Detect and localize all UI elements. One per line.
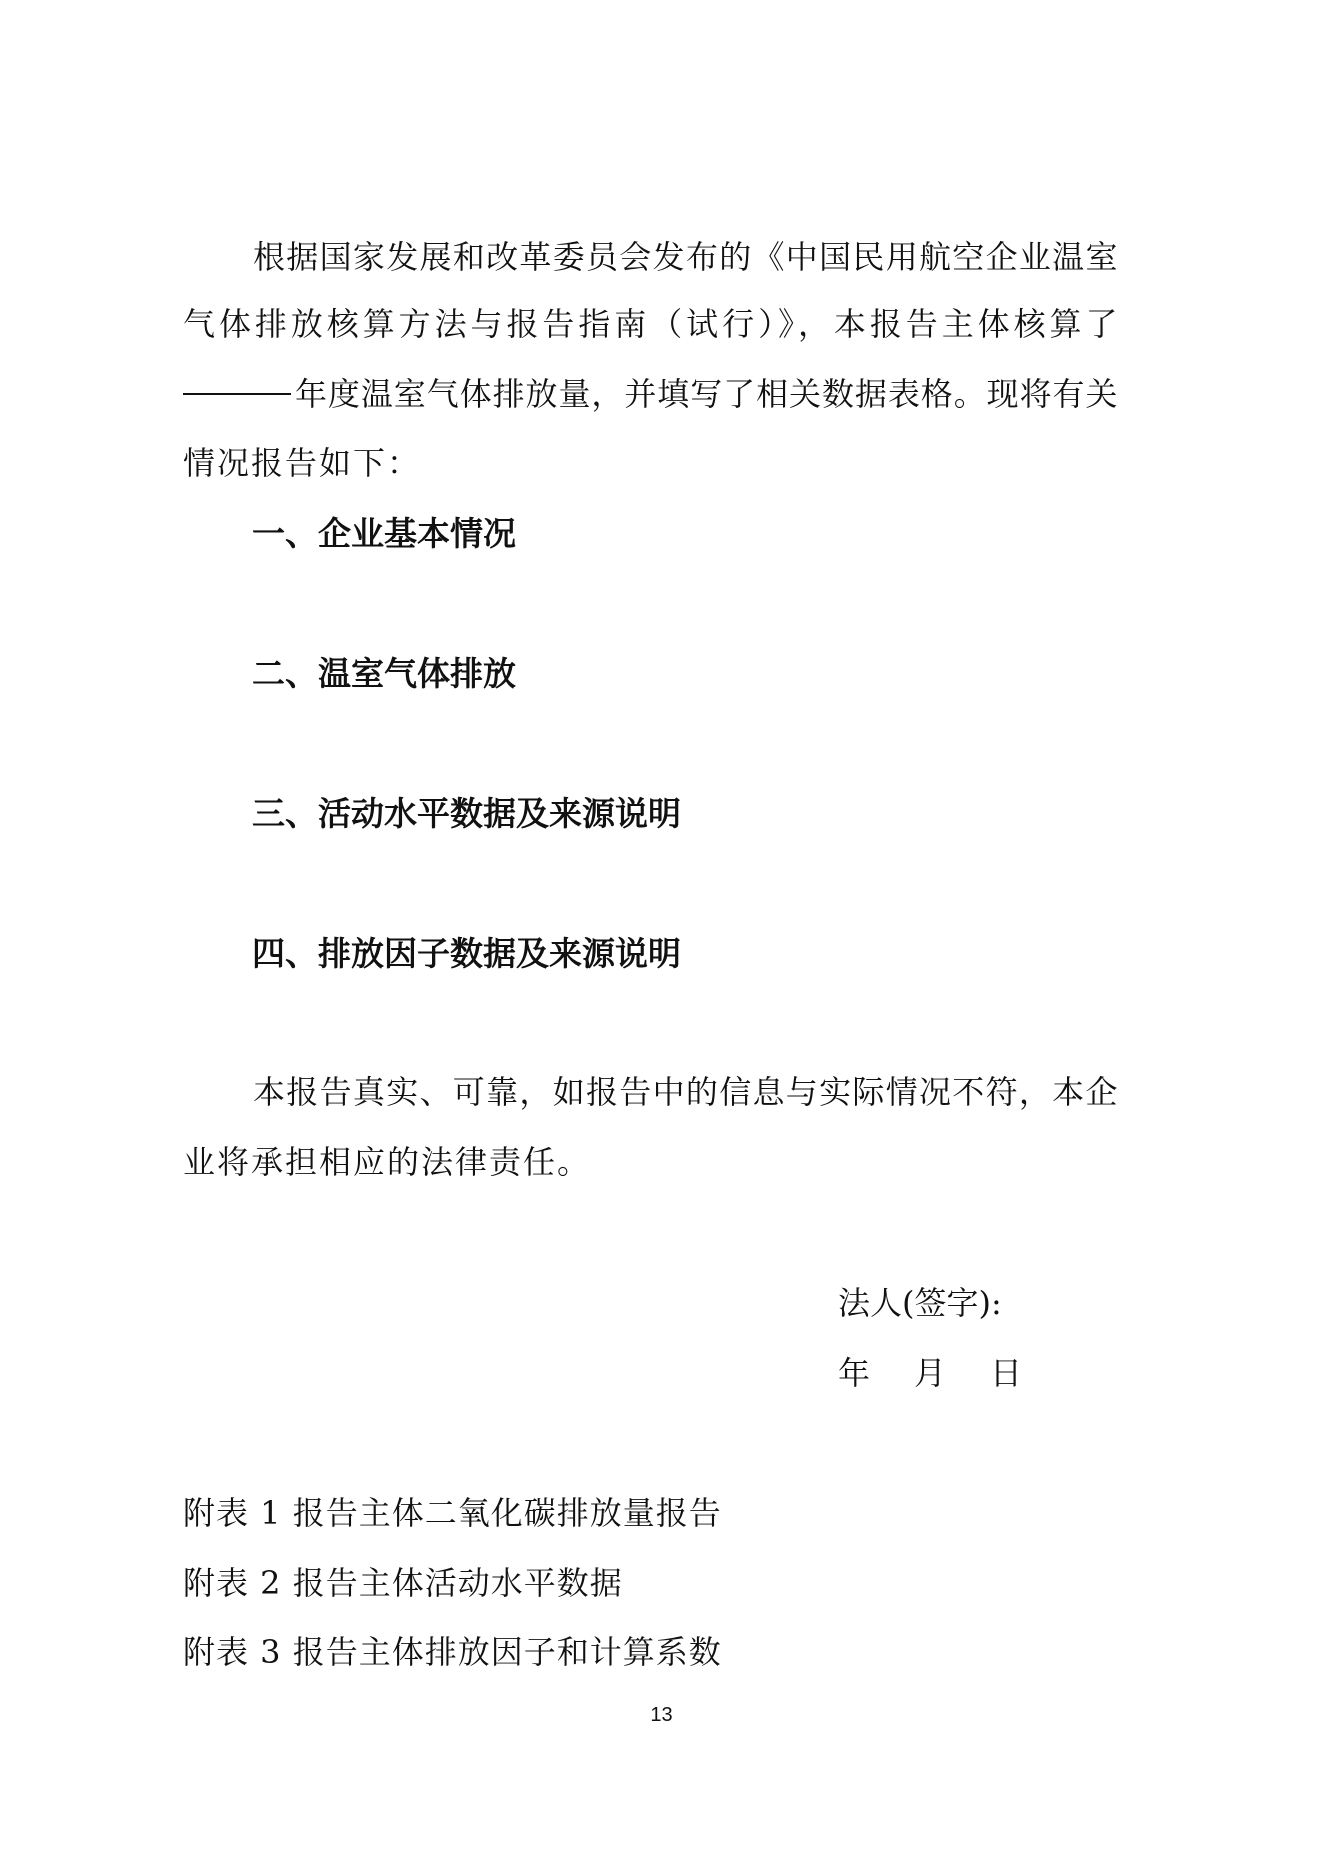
date-month-label: 月: [914, 1354, 947, 1392]
attachment-item-3: 附表 3 报告主体排放因子和计算系数: [183, 1633, 722, 1671]
section-heading-1: 一、企业基本情况: [252, 514, 516, 553]
attachment-item-1: 附表 1 报告主体二氧化碳排放量报告: [183, 1494, 722, 1532]
intro-paragraph-line-3: 年度温室气体排放量，并填写了相关数据表格。现将有关: [295, 375, 1118, 413]
section-heading-2: 二、温室气体排放: [252, 654, 516, 693]
year-blank-field: [183, 393, 291, 395]
section-heading-4: 四、排放因子数据及来源说明: [252, 934, 681, 973]
attachment-item-2: 附表 2 报告主体活动水平数据: [183, 1564, 623, 1602]
declaration-line-2: 业将承担相应的法律责任。: [183, 1143, 592, 1181]
intro-paragraph-line-4: 情况报告如下：: [183, 444, 422, 482]
intro-paragraph-line-2: 气体排放核算方法与报告指南（试行）》，本报告主体核算了: [183, 305, 1118, 343]
date-year-label: 年: [838, 1354, 871, 1392]
section-heading-3: 三、活动水平数据及来源说明: [252, 794, 681, 833]
intro-paragraph-line-3-row: [183, 374, 1118, 414]
declaration-line-1: 本报告真实、可靠，如报告中的信息与实际情况不符，本企: [253, 1073, 1118, 1111]
intro-paragraph-line-1: 根据国家发展和改革委员会发布的《中国民用航空企业温室: [253, 238, 1118, 276]
date-day-label: 日: [990, 1354, 1023, 1392]
signature-label: 法人(签字):: [838, 1284, 1002, 1322]
signature-date: [838, 1353, 1022, 1393]
page-number: 13: [650, 1704, 673, 1726]
